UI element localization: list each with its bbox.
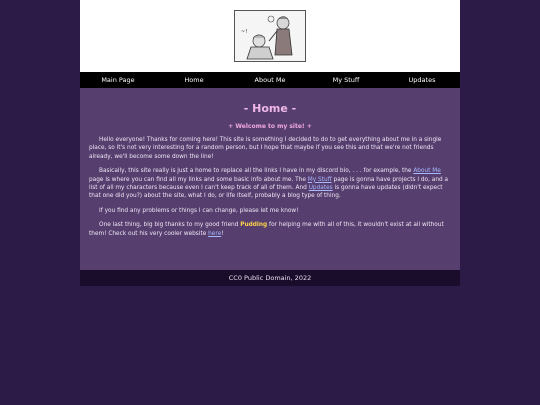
site-purpose-paragraph <box>89 167 451 201</box>
banner-illustration <box>234 10 306 62</box>
my-stuff-link[interactable]: My Stuff <box>307 176 332 183</box>
main-nav <box>80 72 460 88</box>
thanks-paragraph <box>89 221 451 238</box>
text-segment: page is gonna have projects I do, and a list of all my characters because even I can't keep track of all of them. And <box>89 176 449 192</box>
footer <box>80 270 460 286</box>
text-segment: One last thing, big big thanks to my good friend <box>99 222 241 229</box>
feedback-paragraph: If you find any problems or things I can change, please let me know! <box>99 207 299 214</box>
text-segment: page is where you can find all my links and some basic info about me. The <box>89 176 308 183</box>
friend-website-link[interactable]: here <box>208 230 222 237</box>
text-segment: Basically, this site really is just a home to replace all the links I have in my discord bio, . . . for example, the <box>99 168 414 175</box>
nav-about-me[interactable]: About Me <box>254 76 286 84</box>
nav-updates[interactable]: Updates <box>408 76 436 84</box>
intro-paragraph: Hello everyone! Thanks for coming here! This site is something I decided to do to get everything about me in a single place, so it's not very interesting for a random person, but I hope that maybe if you see this and that we're not friends already, we'll become some down the line! <box>89 137 442 160</box>
text-segment: for helping me with all of this, it wouldn't exist at all without them! Check out his very cooler website <box>89 222 444 237</box>
main-content <box>80 88 460 270</box>
friend-name: Pudding <box>240 222 268 229</box>
welcome-heading: + Welcome to my site! + <box>228 123 312 130</box>
about-me-link[interactable]: About Me <box>413 168 441 175</box>
nav-main-page[interactable]: Main Page <box>101 76 135 84</box>
header-banner <box>80 0 460 72</box>
page <box>80 0 460 286</box>
footer-text: CC0 Public Domain, 2022 <box>228 274 312 282</box>
svg-text:~!: ~! <box>241 29 248 35</box>
nav-my-stuff[interactable]: My Stuff <box>332 76 360 84</box>
text-segment: ! <box>221 230 224 237</box>
text-segment: is gonna have updates (didn't expect that one did you?) about the site, what I do, or life itself, probably a blog type of thing. <box>89 185 443 200</box>
updates-link[interactable]: Updates <box>308 185 333 192</box>
nav-home[interactable]: Home <box>184 76 204 84</box>
page-title: - Home - <box>243 102 297 115</box>
